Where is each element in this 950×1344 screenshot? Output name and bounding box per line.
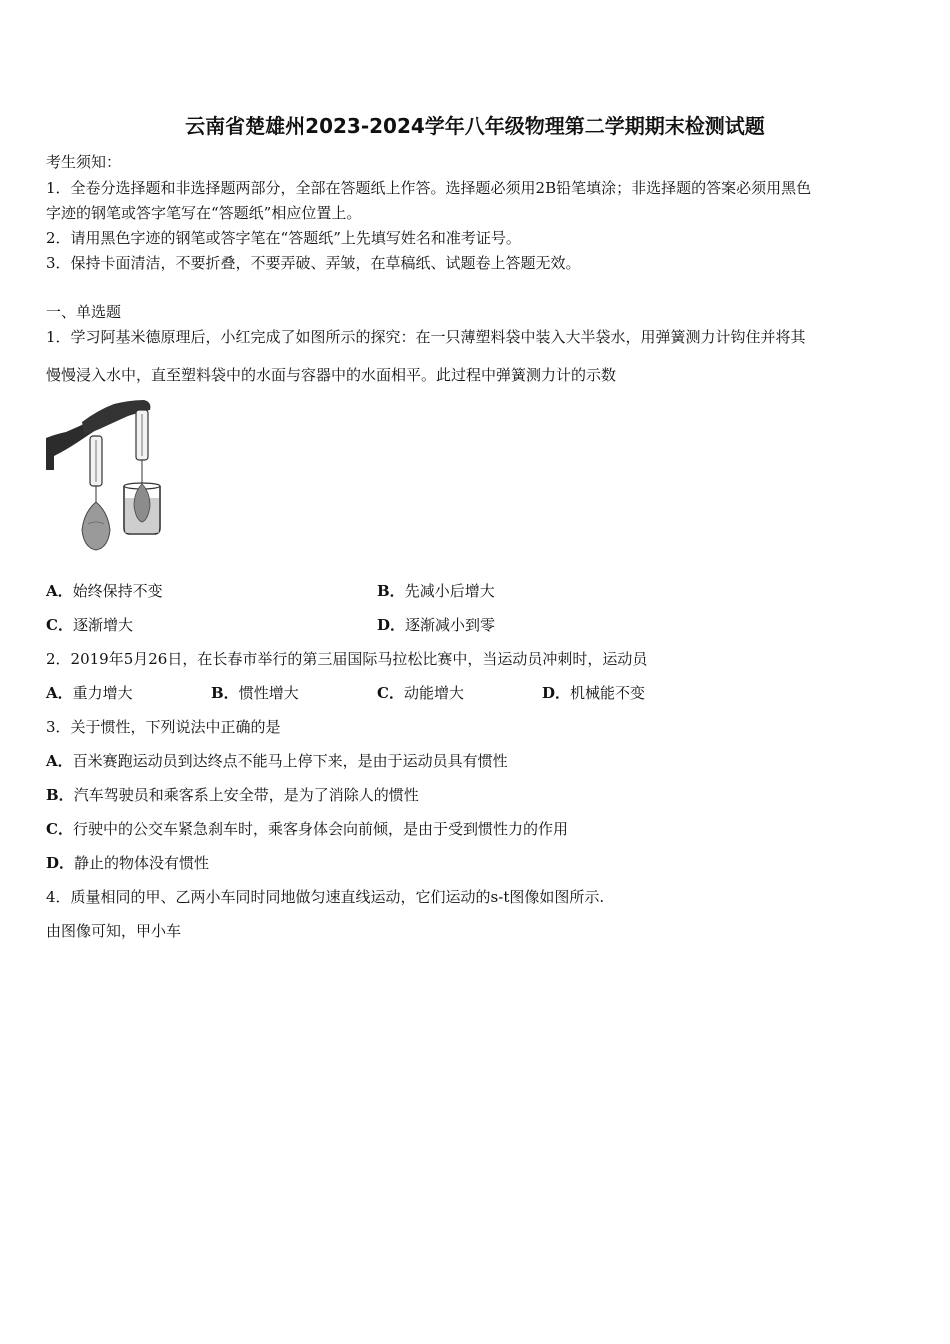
notice-item: 字迹的钢笔或答字笔写在“答题纸”相应位置上。 [46, 204, 362, 222]
q1-option-c: C．逐渐增大 [46, 616, 133, 634]
q1-option-d: D．逐渐减小到零 [377, 616, 496, 634]
spring-scale-figure [44, 398, 166, 558]
q3-option-c: C．行驶中的公交车紧急刹车时，乘客身体会向前倾，是由于受到惯性力的作用 [46, 820, 568, 838]
question-2-stem: 2．2019年5月26日，在长春市举行的第三届国际马拉松比赛中，当运动员冲刺时，运动员 [46, 650, 648, 668]
question-1-stem: 1．学习阿基米德原理后，小红完成了如图所示的探究：在一只薄塑料袋中装入大半袋水，用弹簧测力计钩住并将其 [46, 328, 806, 346]
page-title: 云南省楚雄州2023-2024学年八年级物理第二学期期末检测试题 [185, 114, 765, 138]
notice-item: 1．全卷分选择题和非选择题两部分，全部在答题纸上作答。选择题必须用2B铅笔填涂；非选择题的答案必须用黑色 [46, 179, 812, 197]
q1-option-a: A．始终保持不变 [46, 582, 163, 600]
q3-option-d: D．静止的物体没有惯性 [46, 854, 210, 872]
question-4-stem: 4．质量相同的甲、乙两小车同时同地做匀速直线运动，它们运动的s-t图像如图所示. [46, 888, 605, 906]
notice-item: 2．请用黑色字迹的钢笔或答字笔在“答题纸”上先填写姓名和准考证号。 [46, 229, 521, 247]
question-1-stem: 慢慢浸入水中，直至塑料袋中的水面与容器中的水面相平。此过程中弹簧测力计的示数 [46, 366, 617, 384]
notice-item: 3．保持卡面清洁，不要折叠，不要弄破、弄皱，在草稿纸、试题卷上答题无效。 [46, 254, 581, 272]
section-heading: 一、单选题 [46, 303, 122, 321]
q3-option-b: B．汽车驾驶员和乘客系上安全带，是为了消除人的惯性 [46, 786, 419, 804]
q2-option-d: D．机械能不变 [542, 684, 646, 702]
q3-option-a: A．百米赛跑运动员到达终点不能马上停下来，是由于运动员具有惯性 [46, 752, 508, 770]
notice-heading: 考生须知： [46, 153, 122, 171]
q2-option-a: A．重力增大 [46, 684, 133, 702]
q1-option-b: B．先减小后增大 [377, 582, 495, 600]
question-3-stem: 3．关于惯性，下列说法中正确的是 [46, 718, 281, 736]
q2-option-b: B．惯性增大 [211, 684, 299, 702]
q2-option-c: C．动能增大 [377, 684, 464, 702]
question-4-stem: 由图像可知，甲小车 [46, 922, 182, 940]
